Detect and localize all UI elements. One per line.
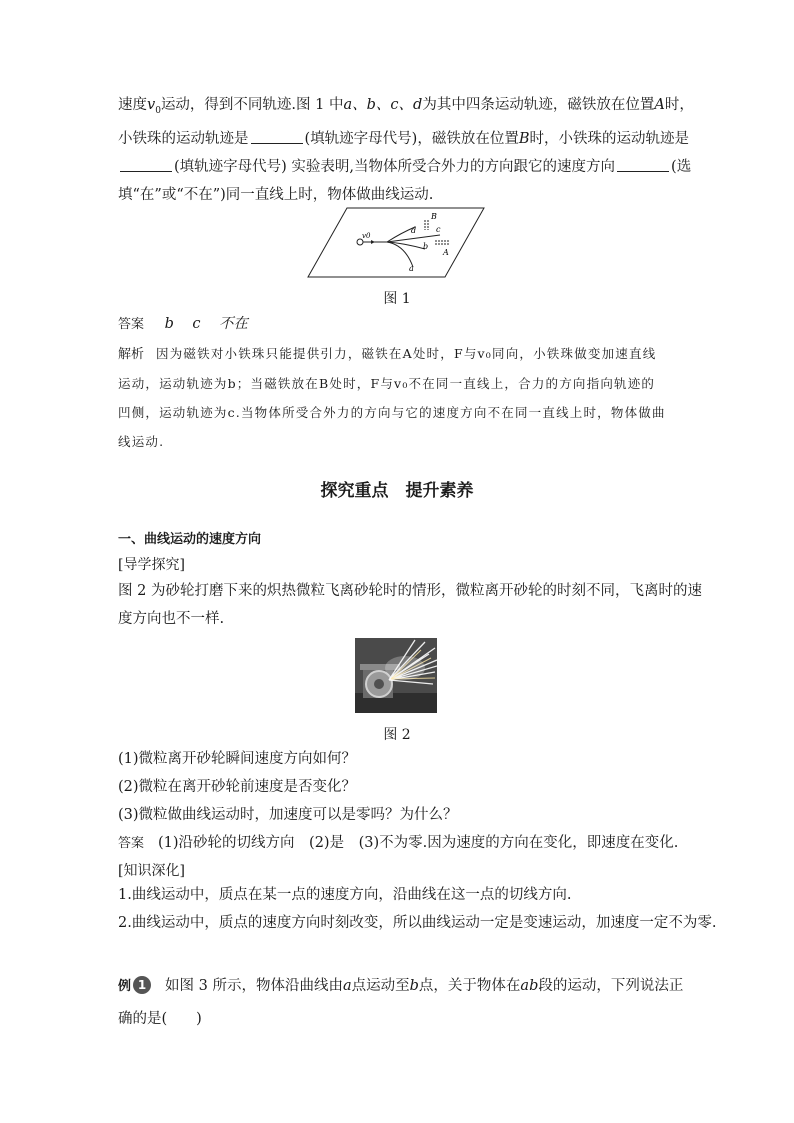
grinding-wheel-image [355,638,437,713]
velocity-arrow-head [371,240,375,244]
question-1: (1)微粒离开砂轮瞬间速度方向如何？ [118,751,357,767]
knowledge-point-1: 1.曲线运动中，质点在某一点的速度方向，沿曲线在这一点的切线方向. [118,887,572,903]
label-v0: v0 [362,232,371,240]
explanation-line-3: 凹侧，运动轨迹为c.当物体所受合外力的方向与它的速度方向不在同一直线上时，物体做曲 [118,405,666,420]
intro-line-4: 填“在”或“不在”)同一直线上时，物体做曲线运动. [118,186,434,203]
intro-line-3: (填轨迹字母代号) 实验表明,当物体所受合外力的方向跟它的速度方向 (选 [118,153,678,181]
figure-2-caption: 图 2 [383,727,411,743]
explanation-line-4: 线运动. [118,434,165,449]
answer-blank-1[interactable] [251,129,303,144]
knowledge-point-2: 2.曲线运动中，质点的速度方向时刻改变，所以曲线运动一定是变速运动，加速度一定不为零. [118,915,717,931]
deepen-label: [知识深化] [118,863,185,879]
example-number-badge: 1 [133,976,151,994]
section-title: 探究重点 提升素养 [320,481,474,501]
label-B: B [431,212,437,221]
label-c: c [436,225,441,234]
intro-paragraph [118,91,694,209]
label-b: b [423,242,429,251]
question-3: (3)微粒做曲线运动时，加速度可以是零吗？为什么？ [118,807,458,823]
answer-2: 答案 (1)沿砂轮的切线方向 (2)是 (3)不为零.因为速度的方向在变化，即速度在变化. [118,835,679,851]
guide-label: [导学探究] [118,557,185,573]
guide-line-1: 图 2 为砂轮打磨下来的炽热微粒飞离砂轮时的情形，微粒离开砂轮的时刻不同，飞离时的速 [118,583,702,599]
example-1 [118,970,684,1035]
figure-1-caption: 图 1 [383,291,411,307]
label-A: A [443,248,449,257]
explanation-line-1: 解析 因为磁铁对小铁珠只能提供引力，磁铁在A处时，F与v₀同向，小铁珠做变加速直线 [118,346,657,362]
label-d: d [411,226,417,235]
example-label: 例 [118,979,132,994]
guide-line-2: 度方向也不一样. [118,611,225,627]
knowledge-points [118,881,717,937]
example-line-2: 确的是( ) [118,1011,202,1027]
subsection-heading: 一、曲线运动的速度方向 [118,532,262,547]
explanation-1 [118,339,688,456]
answer-blank-3[interactable] [617,157,669,172]
guide-paragraph [118,577,702,633]
question-2: (2)微粒在离开砂轮前速度是否变化？ [118,779,357,795]
answer-blank-2[interactable] [120,157,172,172]
intro-line-2: 小铁珠的运动轨迹是 (填轨迹字母代号)，磁铁放在位置B时，小铁珠的运动轨迹是 [118,130,689,147]
figure-1-diagram [305,205,487,280]
answer-label: 答案 [118,317,145,332]
grinding-wheel-photo [355,638,437,713]
answer-values: b c 不在 [164,316,248,332]
label-a: a [409,264,414,273]
trajectory-c [387,235,440,242]
questions [118,745,678,858]
answer-1 [118,310,678,339]
example-line-1: 例 1 如图 3 所示，物体沿曲线由a点运动至b点，关于物体在ab段的运动，下列说法正 [118,978,684,994]
intro-line-1: 速度$v_0$运动，得到不同轨迹.图 1 中a、b、c、d为其中四条运动轨迹，磁铁放在位置A时， [118,97,694,116]
explanation-line-2: 运动，运动轨迹为b；当磁铁放在B处时，F与v₀不在同一直线上，合力的方向指向轨迹的 [118,376,656,391]
